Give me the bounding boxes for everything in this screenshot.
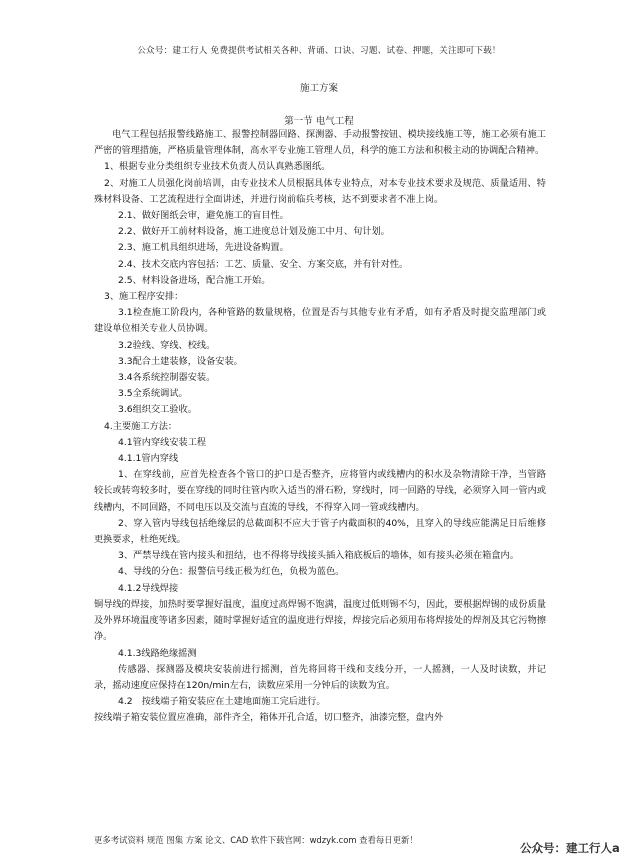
list-item: 3.1检查施工阶段内，各种管路的数量规格，位置是否与其他专业有矛盾，如有矛盾及时提交监理部门或建设单位相关专业人员协调。 [94, 307, 546, 335]
watermark: 公众号：建工行人a [520, 841, 620, 855]
subheading: 4.2 按线端子箱安装应在土建地面施工完后进行。 [118, 696, 326, 708]
list-item: 2.4、技术交底内容包括：工艺、质量、安全、方案交底，并有针对性。 [118, 258, 409, 270]
document-body [94, 127, 546, 727]
paragraph-intro: 电气工程包括报警线路施工、报警控制器回路、探测器、手动报警按钮、模块接线施工等，施工必须有施工严密的管理措施，严格质量管理体制，高水平专业施工管理人员，科学的施工方法和积极主动的协调配合精神。 [94, 129, 546, 157]
header-notice: 公众号：建工行人 免费提供考试相关各种、背诵、口诀、习题、试卷、押题，关注即可下载！ [137, 46, 501, 56]
paragraph: 传感器、探测器及模块安装前进行摇测，首先将回将干线和支线分开，一人摇测，一人及时读数，并记录，摇动速度应保持在120n/min左右，读数应采用一分钟后的读数为宜。 [94, 663, 546, 691]
list-item: 2.5、材料设备进场，配合施工开始。 [118, 274, 271, 286]
section-title: 第一节 电气工程 [284, 116, 354, 127]
list-item: 3.4各系统控制器安装。 [118, 372, 216, 384]
list-item: 2.1、做好图纸会审，避免施工的盲目性。 [118, 210, 289, 222]
list-item: 1、在穿线前，应首先检查各个管口的护口是否整齐，应将管内或线槽内的积水及杂物清除干净，当管路较长或转弯较多时，要在穿线的同时往管内吹入适当的滑石粉，穿线时，同一回路的导线，必须穿入同一管内或线槽内，不同回路，不同电压以及交流与直流的导线，不得穿入同一管或线槽内。 [94, 469, 546, 513]
subheading: 4.1.2导线焊接 [118, 582, 179, 594]
subheading: 4.1管内穿线安装工程 [118, 436, 207, 448]
list-item: 2.2、做好开工前材料设备，施工进度总计划及施工中月、旬计划。 [118, 226, 390, 238]
document-title: 施工方案 [299, 83, 338, 94]
list-item: 3、严禁导线在管内接头和扭结，也不得将导线接头插入箱底板后的墙体，如有接头必须在箱盒内。 [118, 550, 519, 562]
subheading: 4.1.3线路绝缘摇测 [118, 647, 197, 659]
list-item: 3、施工程序安排： [104, 291, 184, 303]
list-item: 1、根据专业分类组织专业技术负责人员认真熟悉图纸。 [104, 161, 331, 173]
list-item: 3.5全系统调试。 [118, 388, 188, 400]
list-item: 3.2验线、穿线、校线。 [118, 339, 216, 351]
list-item: 3.6组织交工验收。 [118, 404, 197, 416]
list-item: 2、对施工人员强化岗前培训，由专业技术人员根据具体专业特点，对本专业技术要求及规范、质量适用、特殊材料设备、工艺流程进行全面讲述，并进行岗前临兵考核，达不到要求者不准上岗。 [94, 177, 546, 205]
heading-methods: 4.主要施工方法： [104, 420, 178, 432]
list-item: 4、导线的分色：报警信号线正极为红色，负极为蓝色。 [118, 566, 345, 578]
subheading: 4.1.1管内穿线 [118, 453, 179, 465]
footer-text: 更多考试资料 规范 图集 方案 论文、CAD 软件下载官网：wdzyk.com 查看每日更新！ [94, 835, 418, 845]
paragraph: 按线端子箱安装位置应准确，部件齐全，箱体开孔合适，切口整齐，油漆完整，盘内外 [94, 712, 444, 724]
list-item: 3.3配合土建装修，设备安装。 [118, 355, 243, 367]
list-item: 2.3、施工机具组织进场，先进设备购置。 [118, 242, 289, 254]
paragraph: 铜导线的焊接，加热时要掌握好温度，温度过高焊锡不饱满，温度过低则锡不匀，因此，要根据焊锡的成份质量及外界环境温度等诸多因素，随时掌握好适宜的温度进行焊接，焊接完后必须用布将焊接处的焊剂及其它污物擦净。 [94, 598, 546, 643]
list-item: 2、穿入管内导线包括绝缘层的总截面积不应大于管子内截面积的40%，且穿入的导线应能满足日后维修更换要求，杜绝死线。 [94, 517, 546, 546]
